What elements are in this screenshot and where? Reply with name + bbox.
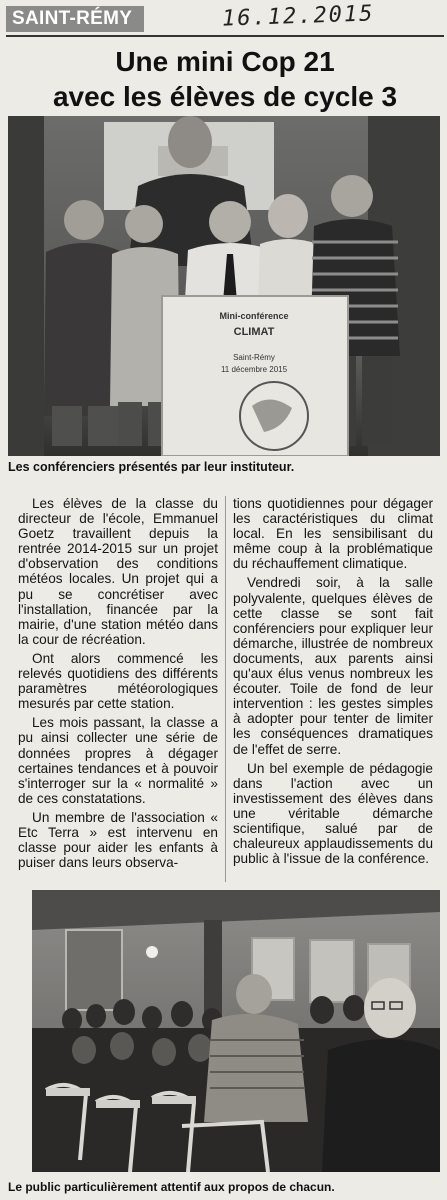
paragraph-5: tions quotidiennes pour dégager les caractéristiques du climat local. En les sensibilisant du même coup à la problématique du réchauffement climatique. <box>233 496 433 572</box>
headline-line-1: Une mini Cop 21 <box>115 46 335 77</box>
box-label-line-3: Saint-Rémy <box>233 353 275 362</box>
handwritten-date: 16.12.2015 <box>221 1 375 32</box>
speakers-photo-image <box>8 116 440 456</box>
photo-caption-2: Le public particulièrement attentif aux propos de chacun. <box>8 1180 335 1194</box>
paragraph-2: Ont alors commencé les relevés quotidiens des différents paramètres météorologiques mesurés par cette station. <box>18 650 218 712</box>
speakers-photo <box>8 116 440 456</box>
audience-photo-image <box>32 890 440 1172</box>
column-divider <box>225 496 226 882</box>
paragraph-3: Les mois passant, la classe a pu ainsi collecter une série de données propres à dégager certaines tendances et à pouvoir s'interroger sur la « normalité » de ces constatations. <box>18 715 218 806</box>
audience-photo <box>32 890 440 1172</box>
paragraph-4: Un membre de l'association « Etc Terra » est intervenu en classe pour aider les enfants à puiser dans leurs observa- <box>18 809 218 871</box>
article-column-2 <box>233 496 433 866</box>
paragraph-1: Les élèves de la classe du directeur de l'école, Emmanuel Goetz travaillent depuis la rentrée 2014-2015 sur un projet d'observation des conditions météos locales. Un projet qui a pu se concrétiser avec l'installation, financée par la mairie, d'une station météo dans la cour de récréation. <box>18 496 218 647</box>
box-label-line-4: 11 décembre 2015 <box>220 365 288 374</box>
photo-caption-1: Les conférenciers présentés par leur instituteur. <box>8 460 295 474</box>
headline-line-2: avec les élèves de cycle 3 <box>52 81 398 112</box>
header-rule <box>6 35 444 37</box>
headline <box>6 44 444 114</box>
article-column-1 <box>18 496 218 870</box>
paragraph-7: Un bel exemple de pédagogie dans l'action avec un investissement des élèves dans une véritable démarche scientifique, salué par de chaleureux applaudissements du public à l'issue de la conférence. <box>233 760 433 867</box>
section-label: SAINT-RÉMY <box>6 6 144 32</box>
paragraph-6: Vendredi soir, à la salle polyvalente, quelques élèves de cette classe se sont fait conférenciers pour expliquer leur démarche, illustrée de nombreux documents, aux parents ainsi qu'aux élus venus nombreux les écouter. Toile de fond de leur intervention : les gestes simples à adopter pour tenter de limiter les conséquences dramatiques de l'effet de serre. <box>233 575 433 757</box>
box-label-line-2: CLIMAT <box>233 326 275 338</box>
box-label-line-1: Mini-conférence <box>219 311 289 321</box>
